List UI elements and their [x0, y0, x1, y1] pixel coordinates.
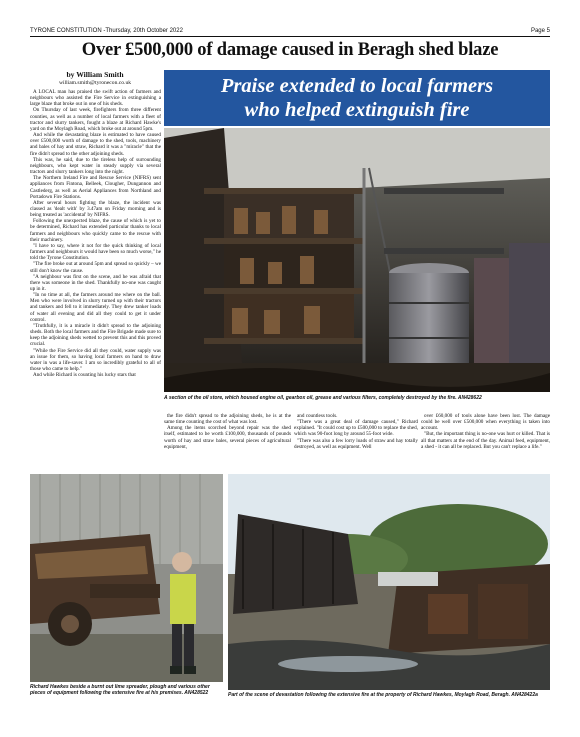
- masthead-title: TYRONE CONSTITUTION -Thursday, 20th October 2022: [30, 28, 183, 34]
- paragraph: the fire didn't spread to the adjoining sheds, he is at the same time counting the cost of what was lost.: [164, 413, 291, 426]
- paragraph: After several hours fighting the blaze, the incident was classed as 'dealt with' by 3.47am on Friday morning and is being treated as 'accidental' by NIFRS.: [30, 199, 161, 219]
- paragraph: A LOCAL man has praised the swift action of farmers and neighbours who assisted the Fire Service in extinguishing a large blaze that broke out in one of his sheds.: [30, 89, 161, 108]
- oil-store-photo: [164, 128, 550, 392]
- article-column-4: [421, 413, 550, 475]
- paragraph: "While the Fire Service did all they could, water supply was an issue for them, so having local farmers on hand to draw water in was a life-saver. I am so incredibly grateful to all of those who came to help.": [30, 347, 161, 373]
- feature-banner: [164, 70, 550, 126]
- left-photo-caption: Richard Hawkes beside a burnt out lime spreader, plough and various other pieces of equipment following the extensive fire at his premises. AN428522: [30, 684, 210, 696]
- byline-author: by William Smith: [66, 70, 124, 79]
- paragraph: Following the unexpected blaze, the cause of which is yet to be determined, Richard has extended particular thanks to local farmers and neighbours who quickly came to the rescue with their machinery.: [30, 218, 161, 243]
- masthead-rule: [30, 36, 550, 37]
- paragraph: Among the items scorched beyond repair was the shed itself, estimated to be worth £100,000, thousands of pounds worth of hay and straw bales, several pieces of agricultural equipment,: [164, 425, 291, 450]
- paragraph: over £60,000 of tools alone have been lost. The damage could be well over £500,000 when everything is taken into account.: [421, 413, 550, 432]
- paragraph: "There was also a few lorry loads of straw and hay totally destroyed, as well as equipment. Well: [294, 437, 418, 450]
- paragraph: "I have to say, where it not for the quick thinking of local farmers and neighbours it would have been so much worse," he told the Tyrone Constitution.: [30, 242, 161, 262]
- banner-line-1: Praise extended to local farmers: [220, 75, 494, 97]
- page-number: Page 5: [530, 28, 550, 34]
- page-headline: Over £500,000 of damage caused in Beragh shed blaze: [81, 40, 499, 60]
- right-photo-caption: Part of the scene of devastation following the extensive fire at the property of Richard Hawkes, Moylagh Road, Beragh. AN428422a: [228, 692, 538, 698]
- paragraph: The Northern Ireland Fire and Rescue Service (NIFRS) sent appliances from Fintona, Belleek, Clougher, Dungannon and Castlederg, as well as Aerial Appliances from Northland and Portadown Fire Stations.: [30, 175, 161, 200]
- paragraph: This was, he said, due to the tireless help of surrounding neighbours, who kept water in steady supply via several tractors and slurry tankers long into the night.: [30, 156, 161, 176]
- paragraph: "A neighbour was first on the scene, and he was afraid that there was someone in the shed. Thankfully no-one was caught up in it.: [30, 273, 161, 292]
- paragraph: "Truthfully, it is a miracle it didn't spread to the adjoining sheds. Both the local farmers and the Fire Brigade made sure to keep the adjoining sheds wetted to prevent this and this proved crucial.: [30, 322, 161, 348]
- paragraph: And while Richard is counting his lucky stars that: [33, 372, 136, 379]
- byline-email: william.smith@tyronecon.co.uk: [58, 80, 132, 86]
- article-column-2: [164, 413, 291, 475]
- paragraph: and countless tools.: [297, 413, 338, 419]
- byline: [30, 70, 160, 88]
- article-column-3: [294, 413, 418, 475]
- paragraph: "The fire broke out at around 5pm and spread so quickly – we still don't know the cause.: [30, 261, 161, 274]
- paragraph: "In no time at all, the farmers around me where on the ball. Men who were involved in slurry turned up with their tractors and tankers and fell to it immediately. They drew tanker loads of water all evening and did all they could to get it under control.: [30, 292, 161, 323]
- paragraph: On Thursday of last week, firefighters from three different counties, as well as a number of local farmers with a fleet of tractor and slurry tankers, fought a blaze at Richard Hawke's yard on the Moylagh Road, which broke out at around 5pm.: [30, 107, 161, 132]
- richard-hawkes-photo: [30, 474, 223, 682]
- paragraph: "There was a great deal of damage caused," Richard explained. "It could cost up to £500,000 to replace the shed, which was 90-foot long by around 55-foot wide.: [294, 419, 418, 438]
- banner-line-2: who helped extinguish fire: [244, 99, 470, 121]
- main-photo-caption: A section of the oil store, which housed engine oil, gearbox oil, grease and various filters, completely destroyed by the fire. AN428622: [164, 395, 482, 401]
- paragraph: And while the devastating blaze is estimated to have caused over £500,000 worth of damage to the shed, tools, machinery and bales of hay and straw, Richard it was a "miracle" that the fire didn't spread to the other adjoining sheds.: [30, 132, 161, 157]
- paragraph: "But, the important thing is no-one was hurt or killed. That is all that matters at the end of the day. Animal feed, equipment, a shed - it can all be replaced. But you can't replace a life.": [421, 431, 550, 450]
- devastation-scene-photo: [228, 474, 550, 690]
- article-column-1: [30, 89, 161, 469]
